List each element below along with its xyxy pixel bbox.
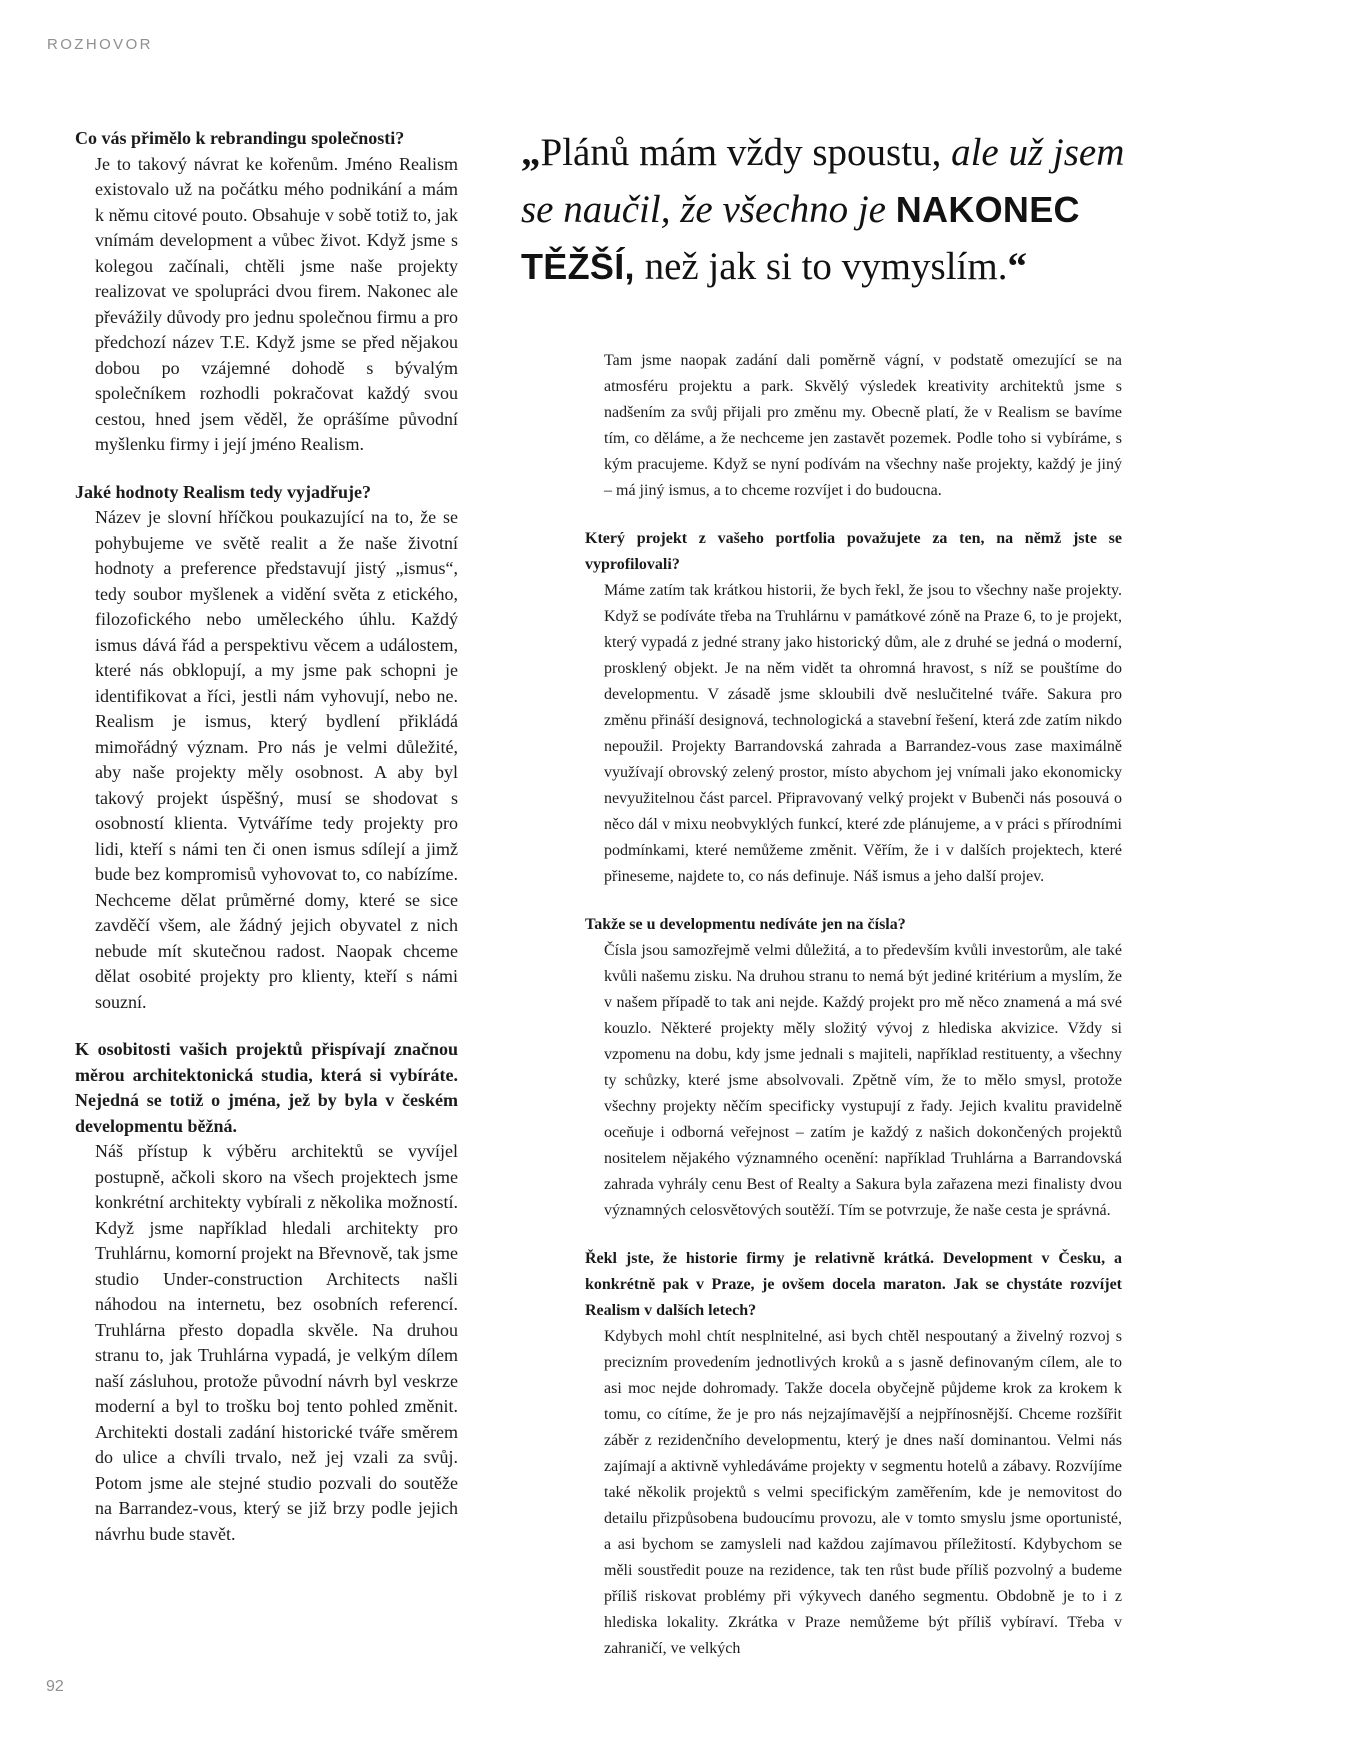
open-quote-mark: „ — [521, 131, 541, 174]
interview-answer: Čísla jsou samozřejmě velmi důležitá, a to především kvůli investorům, ale také kvůli našemu zisku. Na druhou stranu to nemá být jediné kritérium a myslím, že v našem případě to tak ani nejde. Každý projekt pro mě něco znamená a má své kouzlo. Některé projekty měly složitý vývoj z hlediska akvizice. Vždy si vzpomenu na dobu, kdy jsme jednali s majiteli, například restituenty, a všechny ty schůzky, které jsme absolvovali. Zpětně vím, že to mělo smysl, protože všechny projekty něčím specificky vystupují z řady. Jejich kvalitu pravidelně oceňuje i odborná veřejnost – zatím je každý z našich dokončených projektů nositelem nějakého významného ocenění: například Truhlárna a Barrandovská zahrada vyhrály cenu Best of Realty a Sakura byla zařazena mezi finalisty dvou významných celosvětových soutěží. Tím se potvrzuje, že naše cesta je správná. — [604, 942, 1122, 1219]
pull-quote-italic-text: se naučil, že všechno je — [521, 188, 896, 231]
interview-answer: Název je slovní hříčkou poukazující na to, že se pohybujeme ve světě realit a že naše životní hodnoty a preference představují jistý „ismus“, tedy soubor myšlenek a vidění světa z etického, filozofického nebo uměleckého úhlu. Každý ismus dává řád a perspektivu věcem a událostem, které nás obklopují, a my jsme pak schopni je identifikovat a říci, jestli nám vyhovují, nebo ne. Realism je ismus, který bydlení přikládá mimořádný význam. Pro nás je velmi důležité, aby naše projekty měly osobnost. A aby byl takový projekt úspěšný, musí se shodovat s osobností klienta. Vytváříme tedy projekty pro lidi, kteří s námi ten či onen ismus sdílejí a jimž bude bez kompromisů vyhovovat to, co nabízíme. Nechceme dělat průměrné domy, které se sice zavděčí všem, ale žádný jejich obyvatel z nich nebude mít skutečnou radost. Naopak chceme dělat osobité projekty pro klienty, kteří s námi souzní. — [95, 507, 458, 1012]
interview-answer: Máme zatím tak krátkou historii, že bych řekl, že jsou to všechny naše projekty. Když se podíváte třeba na Truhlárnu v památkové zóně na Praze 6, to je projekt, který vypadá z jedné strany jako historický dům, ale z druhé se jedná o moderní, prosklený objekt. Je na něm vidět ta ohromná hravost, s níž se pouštíme do developmentu. V zásadě jsme skloubili dvě neslučitelné tváře. Sakura pro změnu přináší designová, technologická a stavební řešení, která zde zatím nikdo nepoužil. Projekty Barrandovská zahrada a Barrandez-vous zase maximálně využívají obrovský zelený prostor, místo abychom jej vnímali jako ekonomicky nevyužitelnou část parcel. Připravovaný velký projekt v Bubenči nás posouvá o něco dál v mixu neobvyklých funkcí, které zde plánujeme, a v práci s přírodními podmínkami, které nemůžeme změnit. Věřím, že i v dalších projektech, které přineseme, najdete to, co nás definuje. Náš ismus a jeho další projev. — [604, 582, 1122, 885]
interview-question: Takže se u developmentu nedíváte jen na čísla? — [585, 916, 906, 933]
pull-quote-emphasis-caps: NAKONEC — [895, 189, 1080, 230]
right-column — [585, 348, 1122, 1662]
close-quote-mark: “ — [1007, 245, 1027, 288]
interview-question: Jaké hodnoty Realism tedy vyjadřuje? — [75, 481, 371, 502]
left-column — [75, 126, 458, 1547]
interview-question: Řekl jste, že historie firmy je relativně krátká. Development v Česku, a konkrétně pak v Praze, je ovšem docela maraton. Jak se chystáte rozvíjet Realism v dalších letech? — [585, 1250, 1122, 1319]
interview-answer: Tam jsme naopak zadání dali poměrně vágní, v podstatě omezující se na atmosféru projektu a park. Skvělý výsledek kreativity architektů jsme s nadšením za svůj přijali pro změnu my. Obecně platí, že v Realism se bavíme tím, co děláme, a že nechceme jen zastavět pozemek. Podle toho si vybíráme, s kým pracujeme. Když se nyní podívám na všechny naše projekty, každý je jiný – má jiný ismus, a to chceme rozvíjet i do budoucna. — [604, 352, 1122, 499]
pull-quote-line — [521, 238, 1169, 295]
pull-quote-line — [521, 124, 1169, 181]
interview-answer: Kdybych mohl chtít nesplnitelné, asi bych chtěl nespoutaný a živelný rozvoj s precizním provedením jednotlivých kroků a s jasně definovaným cílem, ale to asi moc nejde dohromady. Takže docela obyčejně půjdeme krok za krokem k tomu, co cítíme, že je pro nás nejzajímavější a nejpřínosnější. Chceme rozšířit záběr z rezidenčního developmentu, který je dnes naší dominantou. Velmi nás zajímají a aktivně vyhledáváme projekty v segmentu hotelů a zábavy. Rozvíjíme také několik projektů s velmi specifickým zaměřením, kde je nemovitost do detailu přizpůsobena budoucímu provozu, ale v tomto smyslu jsme oportunisté, a asi bychom se zamysleli nad každou zajímavou příležitostí. Kdybychom se měli soustředit pouze na rezidence, tak ten růst bude příliš pozvolný a budeme příliš riskovat problémy při výkyvech daného segmentu. Obdobně je to i z hlediska lokality. Zkrátka v Praze nemůžeme být příliš vybíraví. Třeba v zahraničí, ve velkých — [604, 1328, 1122, 1657]
interview-question: Co vás přimělo k rebrandingu společnosti? — [75, 128, 405, 148]
pull-quote-emphasis-caps: TĚŽŠÍ, — [521, 246, 635, 287]
interview-answer: Je to takový návrat ke kořenům. Jméno Realism existovalo už na počátku mého podnikání a mám k němu citové pouto. Obsahuje v sobě totiž to, jak vnímám development a vůbec život. Když jsme s kolegou začínali, chtěli jsme naše projekty realizovat ve spolupráci dvou firem. Nakonec ale převážily důvody pro jednu společnou firmu a pro předchozí název T.E. Když jsme se před nějakou dobou po vzájemné dohodě s bývalým společníkem rozhodli pokračovat každý svou cestou, hned jsem věděl, že oprášíme původní myšlenku firmy i její jméno Realism. — [95, 153, 458, 454]
interview-question: Který projekt z vašeho portfolia považujete za ten, na němž jste se vyprofilovali? — [585, 530, 1122, 573]
interview-answer: Náš přístup k výběru architektů se vyvíjel postupně, ačkoli skoro na všech projektech jsme konkrétní architekty vybírali z několika možností. Když jsme například hledali architekty pro Truhlárnu, komorní projekt na Břevnově, tak jsme studio Under-construction Architects našli náhodou na internetu, bez osobních referencí. Truhlárna přesto dopadla skvěle. Na druhou stranu to, jak Truhlárna vypadá, je velkým dílem naší zásluhou, protože původní návrh byl veskrze moderní a byl to trošku boj tento pohled změnit. Architekti dostali zadání historické tváře směrem do ulice a chvíli trvalo, než jej vzali za svůj. Potom jsme ale stejné studio pozvali do soutěže na Barrandez-vous, který se již brzy podle jejich návrhu bude stavět. — [95, 1141, 458, 1544]
pull-quote-text: než jak si to vymyslím. — [634, 245, 1008, 288]
pull-quote-italic-text: ale už jsem — [951, 131, 1125, 174]
interview-question: K osobitosti vašich projektů přispívají značnou měrou architektonická studia, která si vybíráte. Nejedná se totiž o jména, jež by byla v českém developmentu běžná. — [75, 1039, 458, 1136]
pull-quote-text: Plánů mám vždy spoustu, — [540, 131, 952, 174]
page-number: 92 — [46, 1678, 64, 1695]
pull-quote — [521, 124, 1169, 295]
pull-quote-line — [521, 181, 1169, 238]
section-kicker: ROZHOVOR — [47, 36, 153, 53]
